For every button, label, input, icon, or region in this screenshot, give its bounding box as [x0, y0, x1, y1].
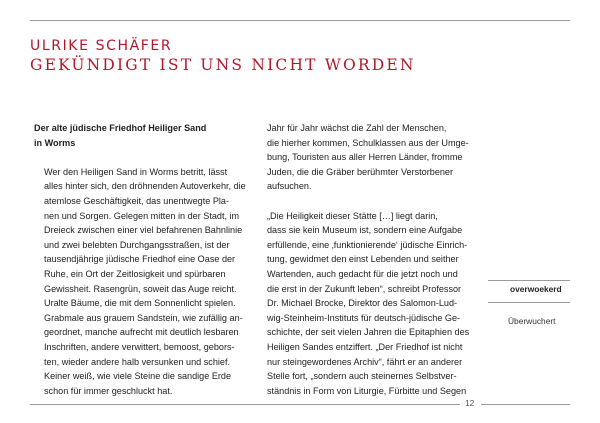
glossary-term: overwoekerd [510, 284, 562, 294]
footer-rule-left [30, 404, 460, 405]
text-line: Wartenden, auch gedacht für die jetzt noch und [267, 268, 458, 279]
text-line: Uralte Bäume, die mit dem Sonnenlicht spielen. [44, 298, 236, 309]
paragraph [257, 209, 469, 399]
text-line: Keiner weiß, wie viele Steine die sandige Erde [44, 371, 232, 382]
text-line: nur steingewordenes Archiv“, fährt er an anderer [267, 356, 463, 367]
footer-rule-right [481, 404, 570, 405]
text-line: Jahr für Jahr wächst die Zahl der Menschen, [267, 123, 447, 133]
text-line: Dr. Michael Brocke, Direktor des Salomon-Lud- [267, 298, 458, 309]
page-number: 12 [465, 398, 475, 408]
glossary-translation: Überwuchert [508, 316, 556, 326]
text-line: Ruhe, ein Ort der Zeitlosigkeit und spürbaren [44, 268, 226, 279]
text-line: schon für immer geschluckt hat. [44, 385, 173, 396]
glossary-rule-middle [488, 302, 570, 303]
text-line: ständnis in Form von Liturgie, Fürbitte und Segen [267, 385, 467, 396]
right-column [257, 121, 469, 398]
glossary-rule-top [488, 280, 570, 281]
chapter-title: GEKÜNDIGT IST UNS NICHT WORDEN [30, 56, 416, 74]
text-line: Grabmale aus grauem Sandstein, wie zufällig an- [44, 312, 243, 323]
heading-line: Der alte jüdische Friedhof Heiliger Sand [34, 123, 207, 133]
section-heading [34, 121, 246, 150]
text-line: Dreieck zwischen einer viel befahrenen Bahnlinie [44, 225, 243, 236]
text-line: ten, wieder andere halb versunken und schief. [44, 356, 231, 367]
text-line: Wer den Heiligen Sand in Worms betritt, lässt [44, 166, 228, 177]
text-line: schichte, der seit vielen Jahren die Epitaphien des [267, 327, 470, 338]
text-line: tausendjährige jüdische Friedhof eine Oase der [44, 254, 236, 265]
text-line: tung, gewidmet den einst Lebenden und seither [267, 254, 459, 265]
text-line: aufsuchen. [267, 181, 312, 192]
text-line: bung, Touristen aus aller Herren Länder, fromme [267, 152, 463, 163]
text-line: wig-Steinheim-Instituts für deutsch-jüdische Ge- [267, 312, 461, 323]
text-line: Stelle fort, „sondern auch steinernes Selbstver- [267, 371, 457, 382]
paragraph [257, 121, 469, 194]
text-line: atemlose Geschäftigkeit, das unentwegte Pla- [44, 195, 230, 206]
paragraph [34, 165, 246, 399]
text-line: Juden, die die Gräber berühmter Verstorbener [267, 166, 454, 177]
author-name: ULRIKE SCHÄFER [30, 38, 173, 54]
text-line: nen und Sorgen. Gelegen mitten in der Stadt, im [44, 210, 240, 221]
text-line: Inschriften, andere verwittert, bemoost, gebors- [44, 341, 235, 352]
text-line: erfüllende, eine ‚funktionierende‘ jüdische Einrich- [267, 239, 468, 250]
text-line: Heiligen Sandes entziffert. „Der Friedhof ist nicht [267, 341, 463, 352]
heading-line: in Worms [34, 137, 76, 148]
text-line: dass sie kein Museum ist, sondern eine Aufgabe [267, 225, 463, 236]
text-line: geordnet, manche aufrecht mit deutlich lesbaren [44, 327, 239, 338]
left-column [34, 121, 246, 398]
text-line: die erst in der Zukunft leben“, schreibt Professor [267, 283, 462, 294]
text-line: alles hinter sich, den dröhnenden Autoverkehr, die [44, 181, 246, 192]
text-line: „Die Heiligkeit dieser Stätte […] liegt darin, [267, 210, 438, 221]
top-rule [30, 20, 570, 21]
text-line: die hierher kommen, Schulklassen aus der Umge- [267, 137, 469, 148]
text-line: und zwei belebten Durchgangsstraßen, ist der [44, 239, 230, 250]
text-line: Gewissheit. Rasengrün, soweit das Auge reicht. [44, 283, 237, 294]
